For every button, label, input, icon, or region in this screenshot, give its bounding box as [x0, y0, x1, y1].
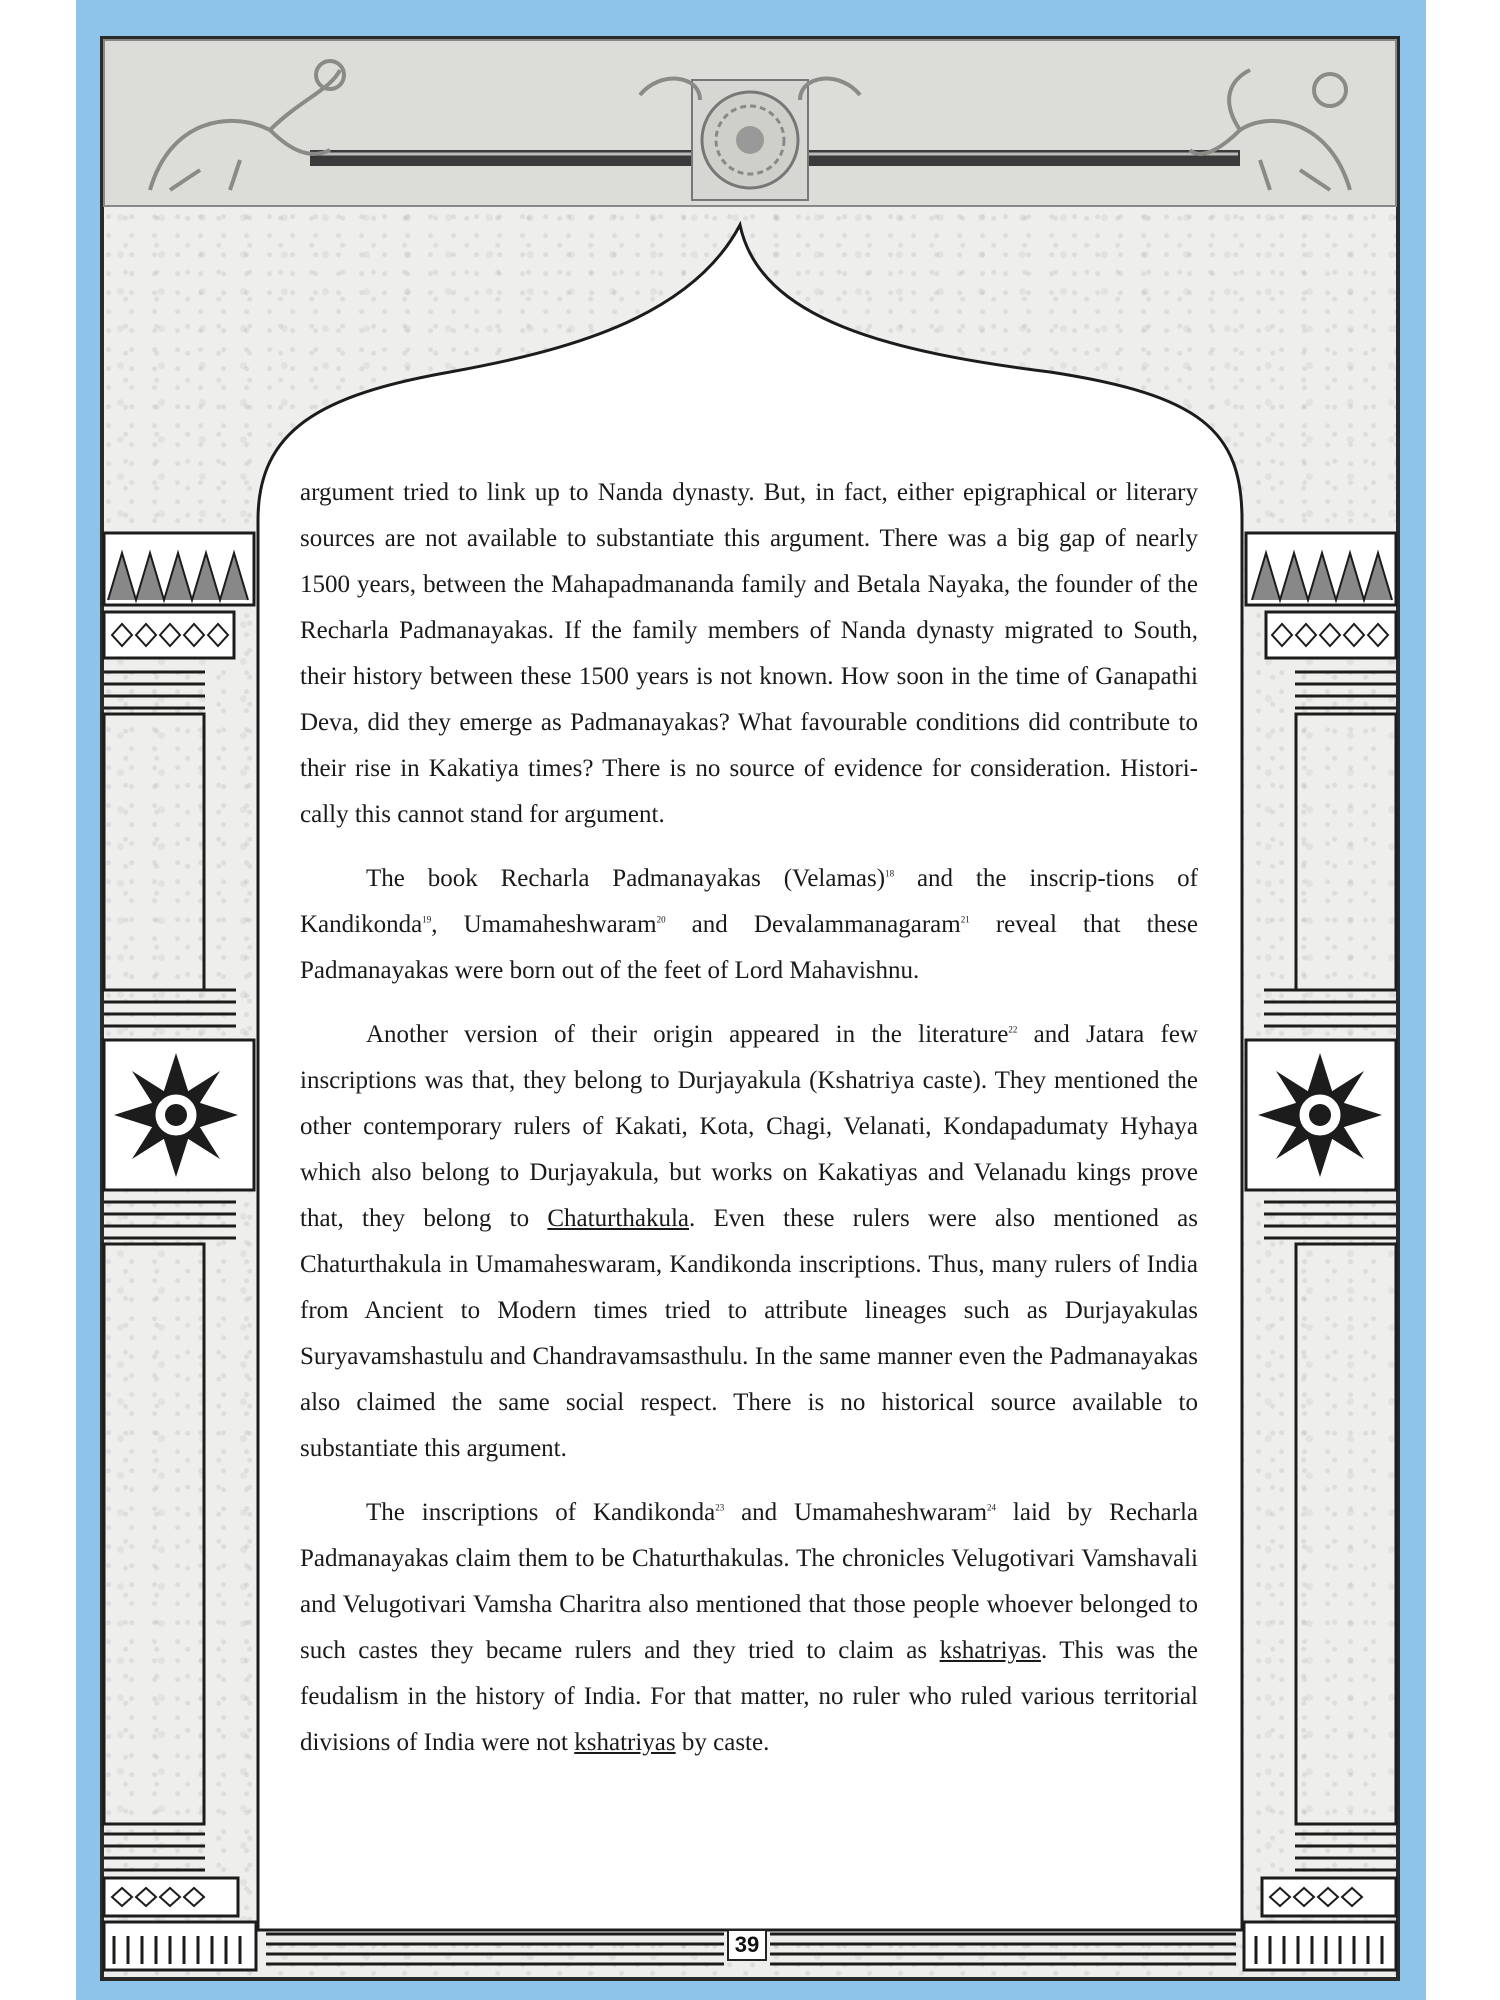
underlined-term: kshatriyas — [939, 1637, 1041, 1664]
text-run: and Jatara few inscriptions was that, they belong to Durjayakula (Kshatriya caste). They mentioned the other contemporary rulers of Kakati, Kota, Chagi, Velanati, Kondapadumaty Hyhaya which also belong to Durjayakula, but works on Kakatiyas and Velanadu kings prove that, they belong to — [300, 1021, 1198, 1232]
text-run: and Umamaheshwaram — [724, 1499, 988, 1526]
footnote-marker: 24 — [987, 1502, 997, 1513]
footnote-marker: 18 — [885, 868, 895, 879]
body-text — [300, 470, 1198, 1784]
left-pillar — [104, 533, 256, 1970]
text-run: and Devalammanagaram — [665, 911, 961, 938]
footnote-marker: 23 — [715, 1502, 725, 1513]
footnote-marker: 19 — [422, 914, 432, 925]
text-run: reveal that these Padmanayakas were born out of the feet of Lord Mahavishnu. — [300, 911, 1199, 984]
text-run: , Umamaheshwaram — [431, 911, 657, 938]
footnote-marker: 21 — [960, 914, 970, 925]
paragraph-1: argument tried to link up to Nanda dynasty. But, in fact, either epigraphical or literary sources are not available to substantiate this argument. There was a big gap of nearly 1500 years, between the Mahapadmananda family and Betala Nayaka, the founder of the Recharla Padmanayakas. If the family members of Nanda dynasty migrated to South, their history between these 1500 years is not known. How soon in the time of Ganapathi Deva, did they emerge as Padmanayakas? What favourable conditions did contribute to their rise in Kakatiya times? There is no source of evidence for consideration. Histori-cally this cannot stand for argument. — [300, 479, 1198, 828]
text-run: . This was the feudalism in the history of India. For that matter, no ruler who ruled various territorial divisions of India were not — [300, 1637, 1198, 1756]
paragraph-4 — [300, 1490, 1198, 1766]
right-pillar — [1244, 533, 1396, 1970]
footnote-marker: 22 — [1008, 1024, 1018, 1035]
footnote-marker: 20 — [656, 914, 666, 925]
paragraph-2 — [300, 856, 1198, 994]
page-number: 39 — [727, 1929, 767, 1961]
paragraph-3 — [300, 1012, 1198, 1472]
text-run: The inscriptions of Kandikonda — [366, 1499, 716, 1526]
eight-point-star-rosette-left — [114, 1053, 238, 1177]
underlined-term: kshatriyas — [574, 1729, 676, 1756]
text-run: The book Recharla Padmanayakas (Velamas) — [366, 865, 886, 892]
eight-point-star-rosette-right — [1258, 1053, 1382, 1177]
text-run: laid by Recharla Padmanayakas claim them to be Chaturthakulas. The chronicles Velugotivari Vamshavali and Velugotivari Vamsha Charitra also mentioned that those people whoever belonged to such castes they became rulers and they tried to claim as — [300, 1499, 1198, 1664]
text-run: Another version of their origin appeared in the literature — [366, 1021, 1009, 1048]
text-run: . Even these rulers were also mentioned as Chaturthakula in Umamaheswaram, Kandikonda inscriptions. Thus, many rulers of India from Ancient to Modern times tried to attribute lineages such as Durjayakulas Suryavamshastulu and Chandravamsasthulu. In the same manner even the Padmanayakas also claimed the same social respect. There is no historical source available to substantiate this argument. — [300, 1205, 1198, 1462]
underlined-term: Chaturthakula — [547, 1205, 689, 1232]
text-run: and the inscrip-tions of Kandikonda — [300, 865, 1198, 938]
text-run: by caste. — [675, 1729, 770, 1756]
